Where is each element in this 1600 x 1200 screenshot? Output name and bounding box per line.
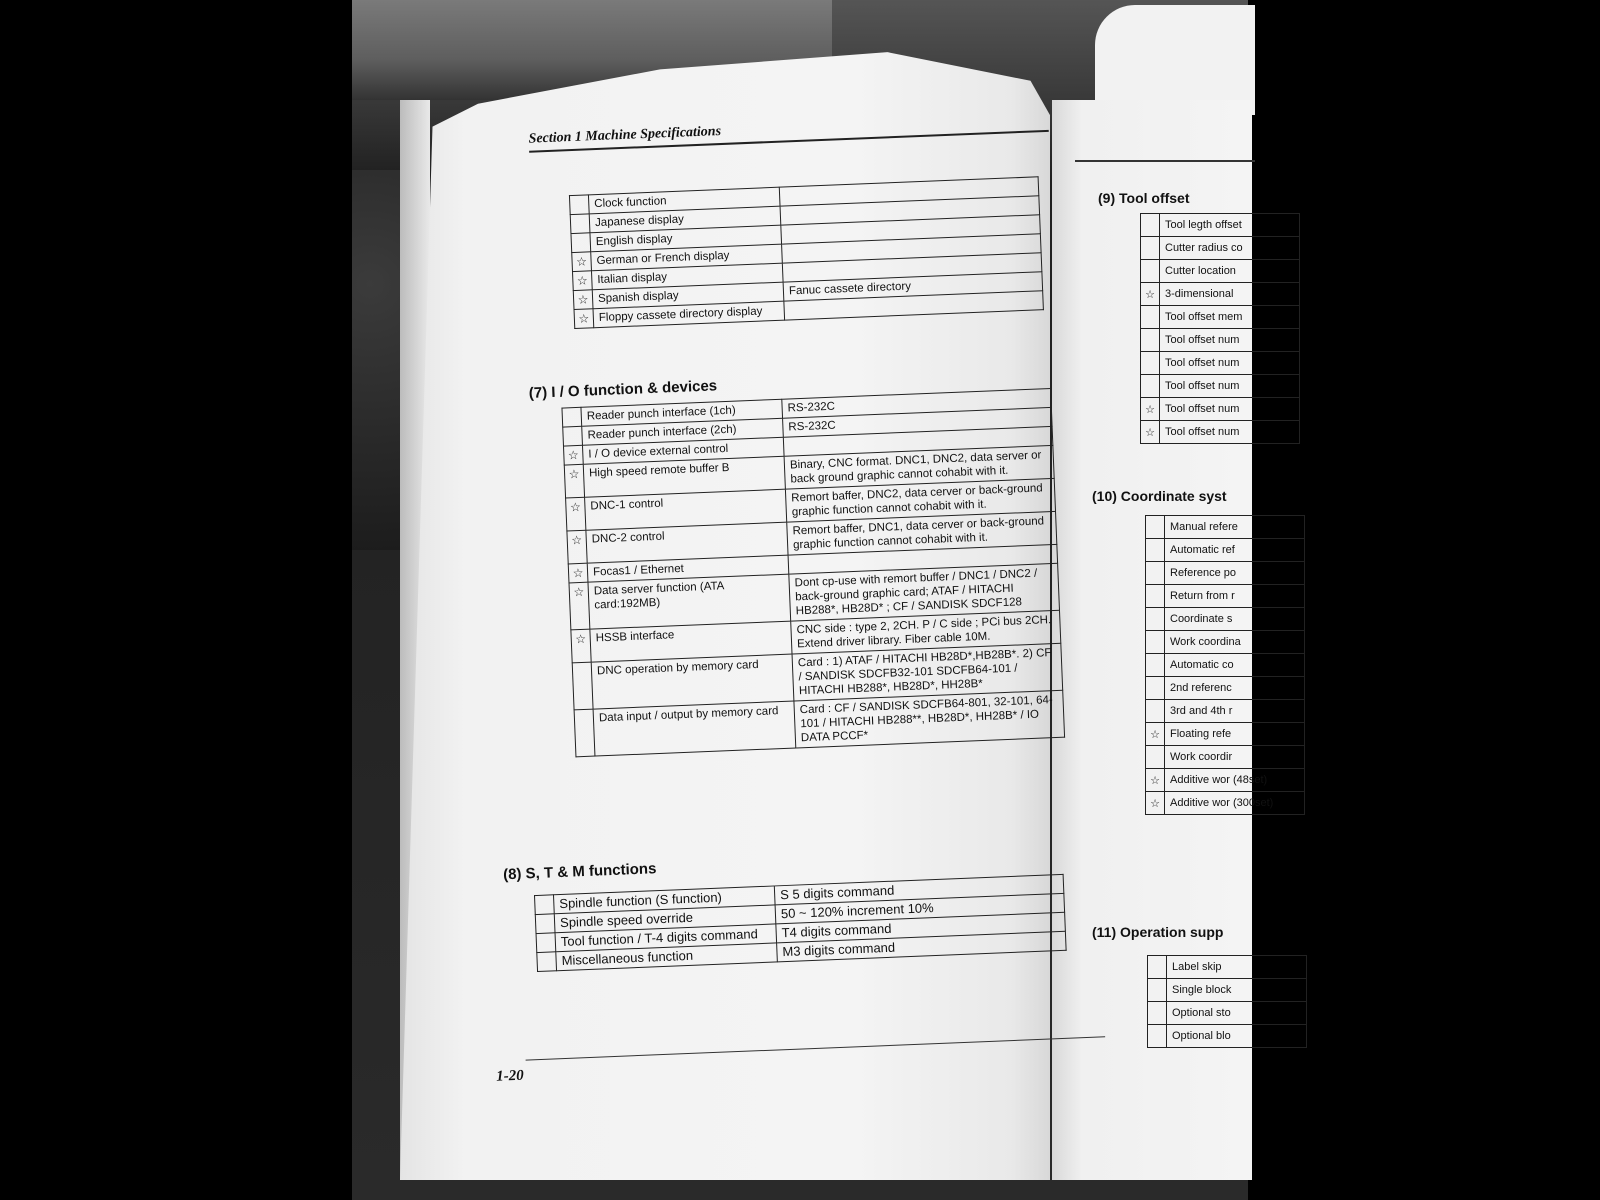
star-icon: ☆ (566, 497, 586, 531)
star-icon (1141, 375, 1160, 398)
star-icon: ☆ (1146, 769, 1165, 792)
tool-offset-table-wrap (1140, 213, 1250, 448)
list-item (1146, 723, 1305, 746)
star-icon (571, 233, 591, 253)
star-icon: ☆ (1146, 792, 1165, 815)
page-header-title: Section 1 Machine Specifications (528, 123, 722, 147)
spec-note: Dont cp-use with remort buffer / DNC1 / DNC2 / back-ground graphic card; ATAF / HITACHI HB288*, HB28D* ; CF / SANDISK SDCF128 (789, 563, 1060, 621)
list-item (1146, 516, 1305, 539)
star-icon (1146, 700, 1165, 723)
star-icon (1146, 562, 1165, 585)
star-icon: ☆ (1141, 283, 1160, 306)
star-icon: ☆ (1146, 723, 1165, 746)
spec-note: S 5 digits command (774, 874, 1064, 905)
star-icon: ☆ (571, 629, 591, 663)
spec-item: Miscellaneous function (556, 943, 778, 971)
spec-note: Card : CF / SANDISK SDCFB64-801, 32-101, 64-101 / HITACHI HB288**, HB28D*, HH28B* / IO DATA PCCF* (794, 690, 1065, 748)
star-icon (1146, 539, 1165, 562)
coordinate-table (1145, 515, 1305, 815)
star-icon (1148, 1025, 1167, 1048)
list-item-label: Optional blo (1167, 1025, 1307, 1048)
star-icon: ☆ (1141, 398, 1160, 421)
footer-rule (526, 1036, 1106, 1060)
display-table (569, 176, 1044, 329)
list-item-label: Additive wor (300set) (1165, 792, 1305, 815)
list-item-label: Automatic co (1165, 654, 1305, 677)
list-item-label: Floating refe (1165, 723, 1305, 746)
operation-table-wrap (1147, 955, 1250, 1065)
spec-note: CNC side : type 2, 2CH. P / C side ; PCi bus 2CH. Extend driver library. Fiber cable 10M. (791, 610, 1061, 654)
stm-section-title: (8) S, T & M functions (502, 860, 657, 884)
list-item-label: 2nd referenc (1165, 677, 1305, 700)
star-icon (535, 895, 555, 915)
star-icon (1141, 352, 1160, 375)
star-icon (537, 952, 557, 972)
list-item-label: Coordinate s (1165, 608, 1305, 631)
star-icon: ☆ (567, 530, 587, 564)
spec-item: English display (590, 225, 782, 252)
list-item (1148, 1002, 1307, 1025)
spec-item: Italian display (591, 263, 783, 290)
spec-item: HSSB interface (590, 621, 792, 662)
star-icon (1148, 956, 1167, 979)
spec-note: M3 digits command (777, 931, 1067, 962)
list-item (1146, 792, 1305, 815)
list-item (1141, 352, 1300, 375)
list-item-label: Tool offset num (1160, 398, 1300, 421)
list-item (1146, 654, 1305, 677)
spec-item: DNC-1 control (585, 489, 787, 530)
star-icon (535, 914, 555, 934)
tool-offset-table (1140, 213, 1300, 444)
star-icon (1141, 237, 1160, 260)
spec-item: Japanese display (589, 206, 781, 233)
star-icon (572, 662, 593, 710)
star-icon (1141, 260, 1160, 283)
star-icon: ☆ (1141, 421, 1160, 444)
spec-item: I / O device external control (582, 437, 784, 464)
star-icon: ☆ (563, 445, 583, 465)
list-item-label: Tool offset num (1160, 352, 1300, 375)
list-item (1146, 700, 1305, 723)
coordinate-table-wrap (1145, 515, 1274, 877)
list-item-label: 3rd and 4th r (1165, 700, 1305, 723)
star-icon (1141, 214, 1160, 237)
star-icon: ☆ (568, 563, 588, 583)
star-icon (563, 426, 583, 446)
star-icon (1148, 979, 1167, 1002)
star-icon: ☆ (572, 252, 592, 272)
list-item (1146, 631, 1305, 654)
star-icon (1146, 654, 1165, 677)
list-item (1141, 421, 1300, 444)
spec-note: 50 ~ 120% increment 10% (775, 893, 1065, 924)
list-item-label: Automatic ref (1165, 539, 1305, 562)
star-icon (562, 407, 582, 427)
list-item-label: Cutter location (1160, 260, 1300, 283)
spec-note: Binary, CNC format. DNC1, DNC2, data server or back ground graphic cannot cohabit with it. (784, 445, 1054, 489)
list-item (1146, 539, 1305, 562)
spec-note: Fanuc cassete directory (783, 272, 1043, 301)
list-item (1141, 375, 1300, 398)
star-icon (570, 214, 590, 234)
spec-item: DNC operation by memory card (591, 654, 794, 709)
spec-item: German or French display (591, 244, 783, 271)
list-item (1146, 769, 1305, 792)
star-icon (1141, 329, 1160, 352)
list-item-label: Label skip (1167, 956, 1307, 979)
spec-item: Reader punch interface (2ch) (582, 418, 784, 445)
star-icon: ☆ (573, 290, 593, 310)
list-item (1141, 237, 1300, 260)
right-header-rule (1075, 160, 1255, 162)
stm-table (534, 874, 1067, 972)
list-item (1141, 398, 1300, 421)
operation-title: (11) Operation supp (1092, 924, 1224, 940)
list-item (1141, 306, 1300, 329)
coordinate-title: (10) Coordinate syst (1092, 488, 1227, 504)
spec-item: High speed remote buffer B (583, 456, 785, 497)
list-item-label: Tool offset num (1160, 329, 1300, 352)
list-item-label: Optional sto (1167, 1002, 1307, 1025)
spec-note: Card : 1) ATAF / HITACHI HB28D*,HB28B*. 2) CF / SANDISK SDCFB32-101 SDCFB64-101 / HITACHI HB288*, HB28D*, HH28B* (792, 643, 1063, 701)
spec-item: Data server function (ATA card:192MB) (588, 574, 791, 629)
star-icon (1146, 677, 1165, 700)
loose-paper-sheet (1095, 5, 1255, 115)
list-item-label: 3-dimensional (1160, 283, 1300, 306)
io-table (561, 388, 1065, 757)
list-item (1148, 956, 1307, 979)
list-item-label: Single block (1167, 979, 1307, 1002)
list-item (1141, 329, 1300, 352)
spec-note: T4 digits command (776, 912, 1066, 943)
list-item (1141, 260, 1300, 283)
list-item-label: Tool offset num (1160, 375, 1300, 398)
star-icon (1146, 608, 1165, 631)
spec-item: Data input / output by memory card (593, 701, 796, 756)
star-icon (1146, 631, 1165, 654)
spec-item: Tool function / T-4 digits command (555, 924, 777, 952)
star-icon (1146, 516, 1165, 539)
star-icon (1146, 746, 1165, 769)
spec-note: RS-232C (782, 388, 1052, 418)
list-item-label: Return from r (1165, 585, 1305, 608)
spec-item: Floppy cassete directory display (593, 301, 785, 328)
spec-note: RS-232C (783, 407, 1053, 437)
tool-offset-title: (9) Tool offset (1098, 190, 1190, 206)
dark-background-left (0, 0, 352, 1200)
left-page-content (445, 26, 1089, 1149)
list-item (1146, 677, 1305, 700)
list-item (1148, 979, 1307, 1002)
list-item (1141, 283, 1300, 306)
star-icon (1141, 306, 1160, 329)
spec-item: Reader punch interface (1ch) (581, 399, 783, 426)
list-item-label: Tool offset num (1160, 421, 1300, 444)
star-icon (574, 709, 595, 757)
spec-note: Remort baffer, DNC1, data cerver or back-ground graphic function cannot cohabit with it. (787, 511, 1057, 555)
star-icon: ☆ (564, 464, 584, 498)
star-icon (569, 195, 589, 215)
star-icon: ☆ (572, 271, 592, 291)
star-icon (536, 933, 556, 953)
spec-item: Spindle speed override (554, 905, 776, 933)
list-item (1141, 214, 1300, 237)
list-item-label: Manual refere (1165, 516, 1305, 539)
spec-note: Remort baffer, DNC2, data cerver or back-ground graphic function cannot cohabit with it. (785, 478, 1055, 522)
star-icon: ☆ (574, 309, 594, 329)
page-number: 1-20 (495, 1067, 525, 1085)
io-section-title: (7) I / O function & devices (528, 377, 718, 402)
list-item-label: Tool offset mem (1160, 306, 1300, 329)
spec-item: Clock function (588, 187, 780, 214)
list-item (1146, 585, 1305, 608)
operation-table (1147, 955, 1307, 1048)
list-item-label: Cutter radius co (1160, 237, 1300, 260)
list-item (1146, 562, 1305, 585)
list-item-label: Additive wor (48set) (1165, 769, 1305, 792)
list-item-label: Work coordir (1165, 746, 1305, 769)
list-item (1148, 1025, 1307, 1048)
spec-item: Spindle function (S function) (553, 886, 775, 914)
spec-item: Focas1 / Ethernet (587, 555, 789, 582)
spec-item: DNC-2 control (586, 522, 788, 563)
list-item-label: Reference po (1165, 562, 1305, 585)
spec-item: Spanish display (592, 282, 784, 309)
list-item (1146, 746, 1305, 769)
star-icon (1146, 585, 1165, 608)
star-icon (1148, 1002, 1167, 1025)
list-item-label: Work coordina (1165, 631, 1305, 654)
list-item-label: Tool legth offset (1160, 214, 1300, 237)
star-icon: ☆ (569, 582, 590, 630)
list-item (1146, 608, 1305, 631)
